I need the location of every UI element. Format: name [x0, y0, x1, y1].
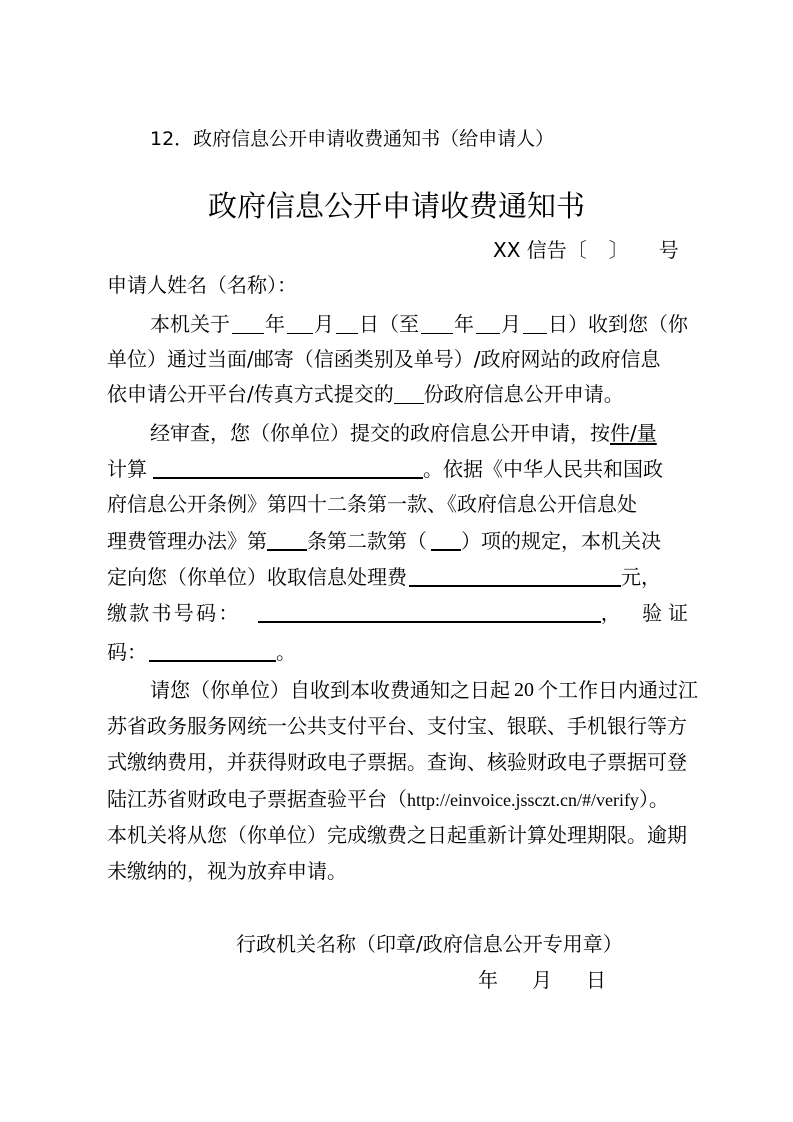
blank-item [431, 530, 461, 551]
blank-payment-number [258, 602, 600, 623]
para1-line2: 单位）通过当面/邮寄（信函类别及单号）/政府网站的政府信息 [107, 347, 661, 371]
applicant-line [107, 275, 688, 295]
applicant-label: 申请人姓名（名称）： [107, 273, 297, 297]
para3-line2: 苏省政务服务网统一公共支付平台、支付宝、银联、手机银行等方 [107, 714, 687, 738]
section-heading: 12．政府信息公开申请收费通知书（给申请人） [150, 128, 555, 150]
doc-number-close: 〕 [608, 238, 629, 262]
para1-line1: 本机关于 年 月 日（至 年 月 日）收到您（你 [150, 312, 688, 336]
para2-line2: 计算 。依据《中华人民共和国政 [107, 457, 663, 481]
para1-line3: 依申请公开平台/传真方式提交的 份政府信息公开申请。 [107, 382, 624, 406]
blank-fee-amount [409, 566, 621, 587]
para2-line5: 定向您（你单位）收取信息处理费 元， [107, 565, 661, 589]
para3-line3: 式缴纳费用，并获得财政电子票据。查询、核验财政电子票据可登 [107, 750, 687, 774]
para2-line6: 缴 款 书 号 码 ： ， 验 证 [107, 601, 689, 625]
para3-line6: 未缴纳的，视为放弃申请。 [107, 859, 347, 883]
para3-line4: 陆江苏省财政电子票据查验平台（ http://einvoice.jssczt.cn/#/verify ）。 [107, 787, 669, 811]
agency-signature: 行政机关名称（印章/政府信息公开专用章） [236, 932, 623, 956]
para2-line3: 府信息公开条例》第四十二条第一款、《政府信息公开信息处 [107, 492, 637, 516]
para3-line1: 请您（你单位）自收到本收费通知之日起 20 个工作日内通过江 [150, 678, 698, 702]
payment-number-label: 缴 款 书 号 码 ： [107, 601, 239, 625]
blank-year-to [421, 314, 453, 334]
document-number [493, 240, 679, 260]
para2-line4: 理费管理办法》第 条第二款第（ ）项的规定，本机关决 [107, 529, 661, 553]
blank-calculation [153, 458, 423, 479]
document-title: 政府信息公开申请收费通知书 [207, 189, 585, 223]
calc-by-item: 件 [610, 421, 630, 445]
doc-number-prefix: XX 信告〔 [493, 238, 587, 262]
calc-by-volume: 量 [636, 421, 657, 445]
blank-year-from [232, 314, 264, 334]
blank-article [267, 530, 307, 551]
para3-line5: 本机关将从您（你单位）完成缴费之日起重新计算处理期限。逾期 [107, 823, 687, 847]
verify-platform-link[interactable]: http://einvoice.jssczt.cn/#/verify [407, 790, 639, 810]
doc-number-suffix: 号 [658, 238, 679, 262]
para2-line1: 经审查，您（你单位）提交的政府信息公开申请，按 件 / 量 [150, 421, 657, 445]
blank-verification-code [149, 641, 276, 662]
blank-copies [394, 384, 424, 404]
blank-day-from [336, 314, 358, 334]
blank-month-from [287, 314, 313, 334]
blank-day-to [523, 314, 547, 334]
para2-line7: 码： 。 [107, 640, 296, 664]
blank-month-to [476, 314, 500, 334]
signature-date: 年 月 日 [478, 968, 606, 992]
